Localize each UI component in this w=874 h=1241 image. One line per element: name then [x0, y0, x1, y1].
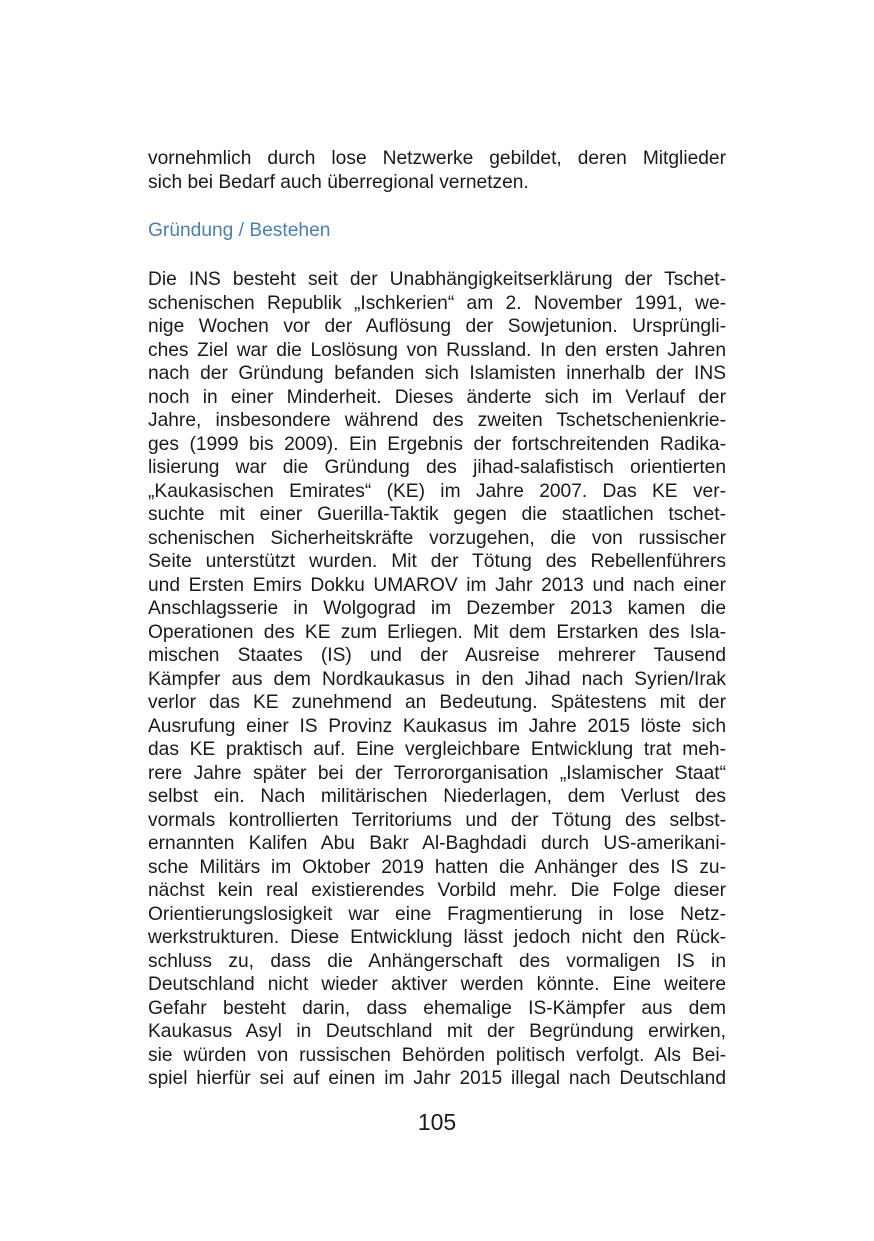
text-line: sich bei Bedarf auch überregional vernetzen.	[148, 171, 529, 193]
text-line: werkstrukturen. Diese Entwicklung lässt jedoch nicht den Rück-	[148, 927, 726, 948]
text-line: Gefahr besteht darin, dass ehemalige IS-Kämpfer aus dem	[148, 997, 726, 1019]
page-number: 105	[417, 1109, 457, 1135]
text-line: nächst kein real existierendes Vorbild mehr. Die Folge dieser	[148, 880, 726, 901]
text-line: nige Wochen vor der Auflösung der Sowjetunion. Ursprüngli-	[148, 316, 726, 337]
text-line: Ausrufung einer IS Provinz Kaukasus im Jahre 2015 löste sich	[148, 715, 726, 737]
text-line: sche Militärs im Oktober 2019 hatten die Anhänger des IS zu-	[148, 856, 726, 878]
text-line: sie würden von russischen Behörden politisch verfolgt. Als Bei-	[148, 1044, 726, 1066]
text-line: noch in einer Minderheit. Dieses änderte sich im Verlauf der	[148, 386, 726, 408]
text-line: Seite unterstützt wurden. Mit der Tötung des Rebellenführers	[148, 551, 726, 572]
text-line: Anschlagsserie in Wolgograd im Dezember 2013 kamen die	[148, 598, 726, 619]
text-line: vormals kontrollierten Territoriums und der Tötung des selbst-	[148, 809, 726, 831]
intro-paragraph	[148, 147, 726, 194]
text-line: Die INS besteht seit der Unabhängigkeitserklärung der Tschet-	[148, 269, 726, 290]
text-line: ches Ziel war die Loslösung von Russland. In den ersten Jahren	[148, 339, 726, 361]
text-line: ernannten Kalifen Abu Bakr Al-Baghdadi durch US-amerikani-	[148, 833, 726, 854]
text-line: und Ersten Emirs Dokku UMAROV im Jahr 2013 und nach einer	[148, 574, 726, 596]
section-heading: Gründung / Bestehen	[148, 220, 331, 241]
text-line: schenischen Sicherheitskräfte vorzugehen, die von russischer	[148, 527, 726, 549]
text-line: schenischen Republik „Ischkerien“ am 2. November 1991, we-	[148, 292, 726, 314]
text-line: schluss zu, dass die Anhängerschaft des vormaligen IS in	[148, 950, 726, 972]
text-line: ges (1999 bis 2009). Ein Ergebnis der fortschreitenden Radika-	[148, 433, 726, 455]
text-line: Kämpfer aus dem Nordkaukasus in den Jihad nach Syrien/Irak	[148, 668, 726, 690]
text-line: selbst ein. Nach militärischen Niederlagen, dem Verlust des	[148, 786, 726, 807]
text-line: mischen Staates (IS) und der Ausreise mehrerer Tausend	[148, 645, 726, 666]
body-paragraph	[148, 268, 726, 1091]
text-line: das KE praktisch auf. Eine vergleichbare Entwicklung trat meh-	[148, 739, 726, 760]
text-line: nach der Gründung befanden sich Islamisten innerhalb der INS	[148, 363, 726, 384]
text-line: spiel hierfür sei auf einen im Jahr 2015 illegal nach Deutschland	[148, 1068, 726, 1089]
text-line: Deutschland nicht wieder aktiver werden könnte. Eine weitere	[148, 974, 726, 995]
text-line: Orientierungslosigkeit war eine Fragmentierung in lose Netz-	[148, 903, 726, 925]
text-line: Operationen des KE zum Erliegen. Mit dem Erstarken des Isla-	[148, 621, 726, 643]
text-line: suchte mit einer Guerilla-Taktik gegen die staatlichen tschet-	[148, 504, 726, 525]
text-line: verlor das KE zunehmend an Bedeutung. Spätestens mit der	[148, 692, 726, 713]
text-line: Jahre, insbesondere während des zweiten Tschetschenienkrie-	[148, 410, 726, 431]
text-line: rere Jahre später bei der Terrororganisation „Islamischer Staat“	[148, 762, 726, 784]
text-line: „Kaukasischen Emirates“ (KE) im Jahre 2007. Das KE ver-	[148, 480, 726, 502]
text-line: Kaukasus Asyl in Deutschland mit der Begründung erwirken,	[148, 1021, 726, 1042]
text-line: vornehmlich durch lose Netzwerke gebildet, deren Mitglieder	[148, 148, 726, 169]
text-line: lisierung war die Gründung des jihad-salafistisch orientierten	[148, 457, 726, 478]
